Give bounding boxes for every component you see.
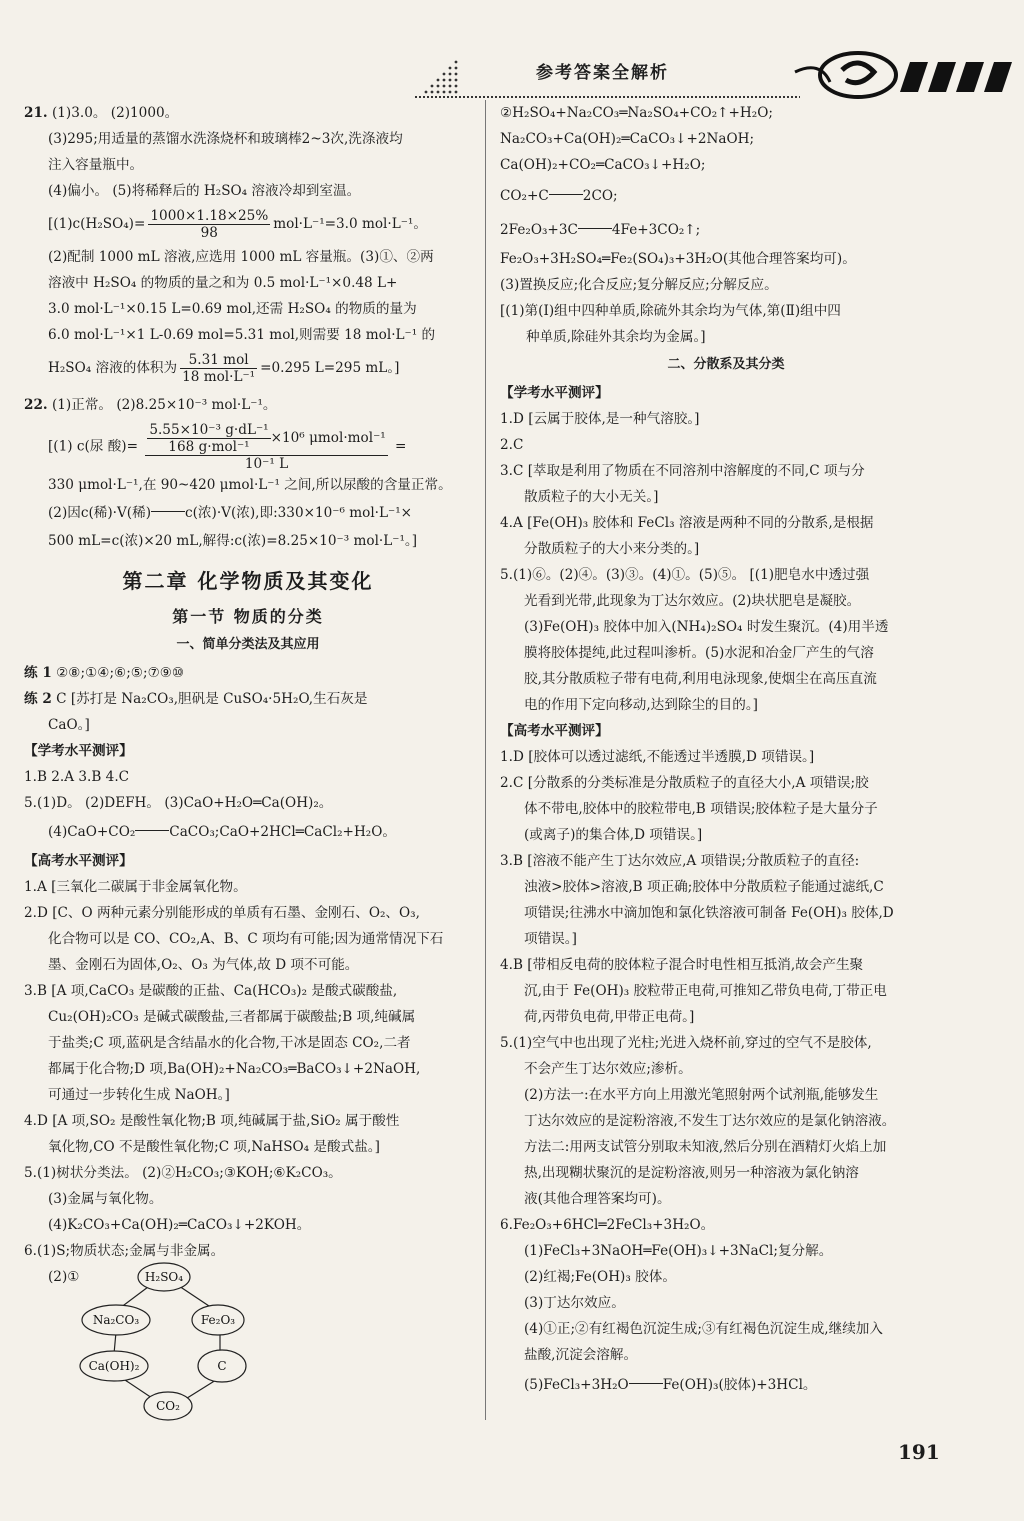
right-line: (3)置换反应;化合反应;复分解反应;分解反应。	[500, 277, 778, 293]
gaokao-line: 2.C [分散系的分类标准是分散质粒子的直径大小,A 项错误;胶	[500, 775, 869, 791]
gaokao-line: 盐酸,沉淀会溶解。	[524, 1347, 638, 1363]
subsection-title: 一、简单分类法及其应用	[176, 637, 320, 652]
xuekao-heading: 【学考水平测评】	[24, 743, 133, 759]
gaokao-line: (4)K₂CO₃+Ca(OH)₂═CaCO₃↓+2KOH。	[48, 1217, 311, 1233]
header-stripes	[900, 62, 1012, 92]
gaokao-line: (2)红褐;Fe(OH)₃ 胶体。	[524, 1269, 676, 1285]
gaokao-heading: 【高考水平测评】	[24, 853, 133, 869]
xuekao-line: 胶,其分散质粒子带有电荷,利用电泳现象,使烟尘在高压直流	[524, 671, 877, 687]
gaokao-line: 1.D [胶体可以透过滤纸,不能透过半透膜,D 项错误。]	[500, 749, 815, 765]
gaokao-line: 氧化物,CO 不是酸性氧化物;C 项,NaHSO₄ 是酸式盐。]	[48, 1139, 380, 1155]
gaokao-line: 6.Fe₂O₃+6HCl═2FeCl₃+3H₂O。	[500, 1217, 715, 1233]
gaokao-line: 浊液>胶体>溶液,B 项正确;胶体中分散质粒子能通过滤纸,C	[524, 879, 884, 895]
gaokao-line: 都属于化合物;D 项,Ba(OH)₂+Na₂CO₃═BaCO₃↓+2NaOH,	[48, 1061, 421, 1077]
answer-21-line: (4)偏小。 (5)将稀释后的 H₂SO₄ 溶液冷却到室温。	[48, 183, 361, 199]
gaokao-line: 方法二:用两支试管分别取未知液,然后分别在酒精灯火焰上加	[524, 1139, 887, 1155]
answer-21-line: 溶液中 H₂SO₄ 的物质的量之和为 0.5 mol·L⁻¹×0.48 L+	[48, 275, 398, 291]
gaokao-line: (或离子)的集合体,D 项错误。]	[524, 827, 703, 843]
node-label: C	[217, 1359, 227, 1373]
gaokao-line: 项错误;往沸水中滴加饱和氯化铁溶液可制备 Fe(OH)₃ 胶体,D	[524, 905, 894, 921]
right-column	[500, 100, 952, 1402]
gaokao-line: 于盐类;C 项,蓝矾是含结晶水的化合物,干冰是固态 CO₂,二者	[48, 1035, 411, 1051]
node-label: CO₂	[156, 1399, 180, 1413]
gaokao-line: (3)丁达尔效应。	[524, 1295, 625, 1311]
gaokao-line: 4.B [带相反电荷的胶体粒子混合时电性相互抵消,故会产生聚	[500, 957, 864, 973]
right-line: [(1)第(Ⅰ)组中四种单质,除硫外其余均为气体,第(Ⅱ)组中四	[500, 303, 841, 319]
dot-pattern	[425, 61, 458, 94]
page-header	[0, 0, 1024, 100]
reaction-cycle-diagram	[74, 1262, 254, 1422]
xuekao-line: 光看到光带,此现象为丁达尔效应。(2)块状肥皂是凝胶。	[524, 593, 861, 609]
logo-emblem	[820, 53, 896, 97]
answer-22-formula: [(1) c(尿 酸)= $\frac{\text{5.55×10⁻³ g·dL⁻¹}}{\text{168 g·mol⁻¹}}$ ×10⁶ μmol·mol⁻¹ 10⁻¹ L =	[48, 422, 407, 472]
xuekao-line: 1.D [云属于胶体,是一种气溶胶。]	[500, 411, 700, 427]
right-line: Ca(OH)₂+CO₂═CaCO₃↓+H₂O;	[500, 157, 706, 173]
gaokao-line: (2)①	[48, 1269, 80, 1285]
answer-21-formula: H₂SO₄ 溶液的体积为 $\frac{\text{5.31 mol}}{\text{18 mol·L⁻¹}}$ =0.295 L=295 mL。]	[48, 352, 400, 385]
answer-22-line: 330 μmol·L⁻¹,在 90~420 μmol·L⁻¹ 之间,所以尿酸的含量正常。	[48, 477, 452, 493]
xuekao-line: 分散质粒子的大小来分类的。]	[524, 541, 700, 557]
practice-1: 练 1 ②⑧;①④;⑥;⑤;⑦⑨⑩	[24, 665, 185, 681]
gaokao-line: 丁达尔效应的是淀粉溶液,不发生丁达尔效应的是氯化钠溶液。	[524, 1113, 896, 1129]
gaokao-line: 热,出现糊状聚沉的是淀粉溶液,则另一种溶液为氯化钠溶	[524, 1165, 859, 1181]
subsection-title: 二、分散系及其分类	[667, 357, 785, 372]
answer-21-line: 注入容量瓶中。	[48, 157, 144, 173]
chapter-title: 第二章 化学物质及其变化	[122, 569, 374, 593]
header-title: 参考答案全解析	[536, 63, 669, 83]
gaokao-line: (2)方法一:在水平方向上用激光笔照射两个试剂瓶,能够发生	[524, 1087, 879, 1103]
xuekao-line: 5.(1)D。 (2)DEFH。 (3)CaO+H₂O═Ca(OH)₂。	[24, 795, 333, 811]
node-label: H₂SO₄	[144, 1270, 184, 1284]
gaokao-line: (3)金属与氧化物。	[48, 1191, 163, 1207]
section-title: 第一节 物质的分类	[172, 607, 324, 626]
xuekao-line: 4.A [Fe(OH)₃ 胶体和 FeCl₃ 溶液是两种不同的分散系,是根据	[500, 515, 874, 531]
answer-21-line: 6.0 mol·L⁻¹×1 L-0.69 mol=5.31 mol,则需要 18 mol·L⁻¹ 的	[48, 327, 436, 343]
answer-21-formula: [(1)c(H₂SO₄)= $\frac{1000\times 1.18\times 25\%}{98}$ mol·L⁻¹=3.0 mol·L⁻¹。	[48, 208, 427, 241]
node-label: Ca(OH)₂	[88, 1359, 140, 1373]
gaokao-line: 1.A [三氧化二碳属于非金属氧化物。	[24, 879, 247, 895]
right-line: Na₂CO₃+Ca(OH)₂═CaCO₃↓+2NaOH;	[500, 131, 755, 147]
right-equation: CO₂+C 2CO;	[500, 188, 618, 204]
header-decoration	[0, 0, 1024, 100]
answer-22-line: 500 mL=c(浓)×20 mL,解得:c(浓)=8.25×10⁻³ mol·L⁻¹。]	[48, 533, 417, 549]
gaokao-line: 3.B [A 项,CaCO₃ 是碳酸的正盐、Ca(HCO₃)₂ 是酸式碳酸盐,	[24, 983, 398, 999]
column-divider	[485, 100, 486, 1420]
answer-21-line: (2)配制 1000 mL 溶液,应选用 1000 mL 容量瓶。(3)①、②两	[48, 249, 434, 265]
xuekao-line: 电的作用下定向移动,达到除尘的目的。]	[524, 697, 758, 713]
gaokao-line: 可通过一步转化生成 NaOH。]	[48, 1087, 230, 1103]
right-line: Fe₂O₃+3H₂SO₄═Fe₂(SO₄)₃+3H₂O(其他合理答案均可)。	[500, 251, 856, 267]
gaokao-line: 6.(1)S;物质状态;金属与非金属。	[24, 1243, 225, 1259]
gaokao-line: 3.B [溶液不能产生丁达尔效应,A 项错误;分散质粒子的直径:	[500, 853, 860, 869]
xuekao-heading: 【学考水平测评】	[500, 385, 609, 401]
xuekao-line: 1.B 2.A 3.B 4.C	[24, 769, 130, 785]
xuekao-line: 散质粒子的大小无关。]	[524, 489, 659, 505]
diagram-links	[114, 1284, 220, 1400]
gaokao-line: 荷,丙带负电荷,甲带正电荷。]	[524, 1009, 695, 1025]
answer-21-line: 3.0 mol·L⁻¹×0.15 L=0.69 mol,还需 H₂SO₄ 的物质的量为	[48, 301, 417, 317]
gaokao-line: 液(其他合理答案均可)。	[524, 1191, 671, 1207]
gaokao-line: 墨、金刚石为固体,O₂、O₃ 为气体,故 D 项不可能。	[48, 957, 359, 973]
xuekao-line: 3.C [萃取是利用了物质在不同溶剂中溶解度的不同,C 项与分	[500, 463, 865, 479]
answer-21-line: 21. (1)3.0。 (2)1000。	[24, 105, 179, 121]
xuekao-line: 2.C	[500, 437, 524, 453]
page-number: 191	[898, 1440, 940, 1464]
xuekao-line: (3)Fe(OH)₃ 胶体中加入(NH₄)₂SO₄ 时发生聚沉。(4)用半透	[524, 619, 889, 635]
gaokao-line: 体不带电,胶体中的胶粒带电,B 项错误;胶体粒子是大量分子	[524, 801, 878, 817]
gaokao-equation: (5)FeCl₃+3H₂O Fe(OH)₃(胶体)+3HCl。	[524, 1377, 817, 1393]
xuekao-line: 膜将胶体提纯,此过程叫渗析。(5)水泥和冶金厂产生的气溶	[524, 645, 874, 661]
right-line: ②H₂SO₄+Na₂CO₃═Na₂SO₄+CO₂↑+H₂O;	[500, 105, 773, 121]
practice-2-cont: CaO。]	[48, 717, 90, 733]
xuekao-line: (4)CaO+CO₂ CaCO₃;CaO+2HCl═CaCl₂+H₂O。	[48, 824, 396, 840]
answer-21-line: (3)295;用适量的蒸馏水洗涤烧杯和玻璃棒2~3次,洗涤液均	[48, 131, 403, 147]
right-line: 种单质,除硅外其余均为金属。]	[526, 329, 706, 345]
node-label: Na₂CO₃	[92, 1313, 140, 1327]
gaokao-line: 4.D [A 项,SO₂ 是酸性氧化物;B 项,纯碱属于盐,SiO₂ 属于酸性	[24, 1113, 400, 1129]
node-label: Fe₂O₃	[200, 1313, 236, 1327]
gaokao-line: 5.(1)空气中也出现了光柱;光进入烧杯前,穿过的空气不是胶体,	[500, 1035, 872, 1051]
left-column	[24, 100, 472, 1290]
gaokao-line: Cu₂(OH)₂CO₃ 是碱式碳酸盐,三者都属于碳酸盐;B 项,纯碱属	[48, 1009, 416, 1025]
gaokao-line: (1)FeCl₃+3NaOH═Fe(OH)₃↓+3NaCl;复分解。	[524, 1243, 833, 1259]
gaokao-line: 2.D [C、O 两种元素分别能形成的单质有石墨、金刚石、O₂、O₃,	[24, 905, 420, 921]
xuekao-line: 5.(1)⑥。(2)④。(3)③。(4)①。(5)⑤。 [(1)肥皂水中透过强	[500, 567, 870, 583]
gaokao-line: (4)①正;②有红褐色沉淀生成;③有红褐色沉淀生成,继续加入	[524, 1321, 883, 1337]
gaokao-line: 5.(1)树状分类法。 (2)②H₂CO₃;③KOH;⑥K₂CO₃。	[24, 1165, 342, 1181]
gaokao-line: 不会产生丁达尔效应;渗析。	[524, 1061, 692, 1077]
right-equation: 2Fe₂O₃+3C 4Fe+3CO₂↑;	[500, 222, 701, 238]
gaokao-line: 沉,由于 Fe(OH)₃ 胶粒带正电荷,可推知乙带负电荷,丁带正电	[524, 983, 887, 999]
practice-2: 练 2 C [苏打是 Na₂CO₃,胆矾是 CuSO₄·5H₂O,生石灰是	[24, 691, 368, 707]
answer-22-line: 22. (1)正常。 (2)8.25×10⁻³ mol·L⁻¹。	[24, 397, 277, 413]
gaokao-line: 化合物可以是 CO、CO₂,A、B、C 项均有可能;因为通常情况下石	[48, 931, 444, 947]
answer-22-line: (2)因c(稀)·V(稀) c(浓)·V(浓),即:330×10⁻⁶ mol·L⁻¹×	[48, 505, 413, 521]
gaokao-line: 项错误。]	[524, 931, 577, 947]
gaokao-heading: 【高考水平测评】	[500, 723, 609, 739]
